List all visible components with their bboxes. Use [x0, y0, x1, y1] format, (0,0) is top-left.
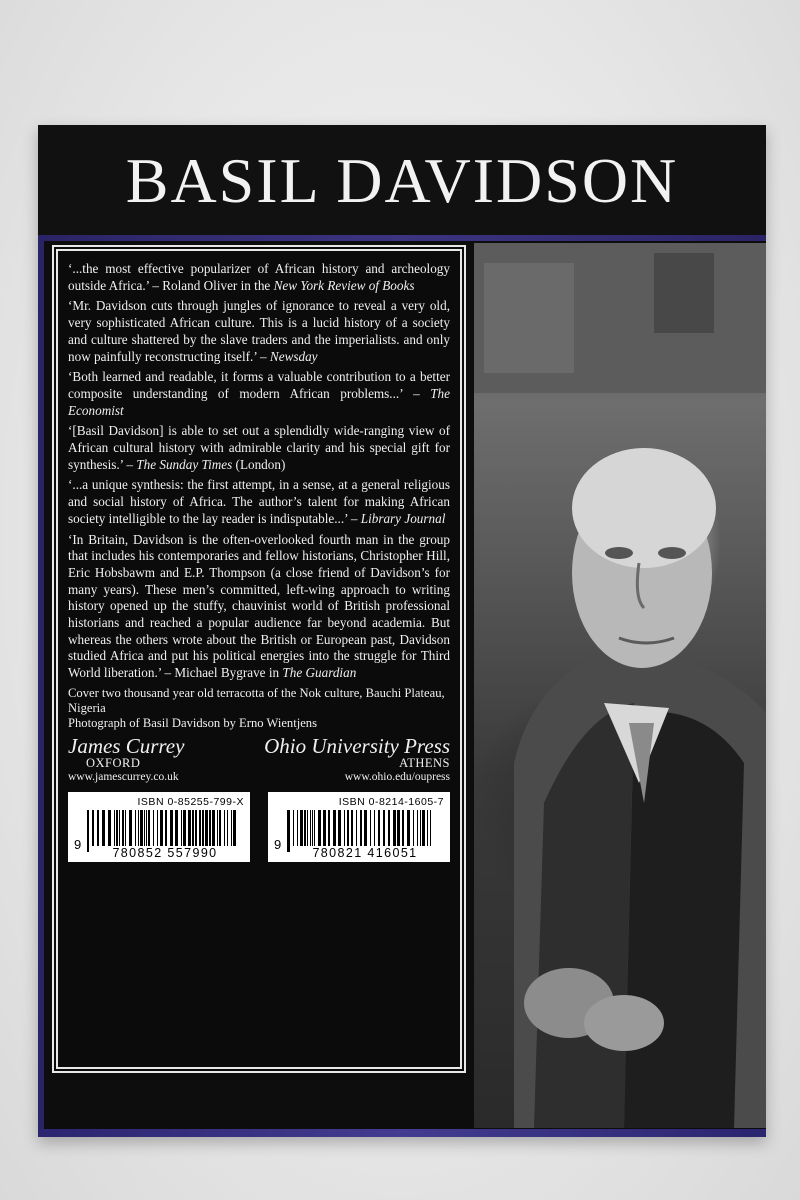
author-portrait-illustration [474, 243, 766, 1128]
review-quote [68, 532, 450, 682]
credit-line: Cover two thousand year old terracotta of the Nok culture, Bauchi Plateau, Nigeria [68, 685, 445, 715]
publisher-city: ATHENS [399, 755, 450, 770]
barcode-number: 780852 557990 [90, 846, 240, 860]
quote-text: ‘In Britain, Davidson is the often-overlooked fourth man in the group that includes his contemporaries and fellow historians, Christopher Hill, Eric Hobsbawm and E.P. Thompson (a close friend of Davidson’s for many years). These men’s committed, left-wing approach to writing history opened up the stuffy, chauvinist world of British professional historians and reached a popular audience far beyond academia. But whereas the others wrote about the British or European past, Davidson studied Africa and put his political energies into the struggle for Third World liberation.’ – Michael Bygrave in [68, 531, 450, 681]
author-photograph [474, 243, 766, 1128]
barcode-right [268, 792, 450, 862]
quote-text: ‘Mr. Davidson cuts through jungles of ignorance to reveal a very old, very sophisticated African culture. This is a lucid history of a society and culture shattered by the slave traders and the imperialists. and only now painfully reconstructing itself.’ – [68, 298, 450, 364]
review-quote [68, 369, 450, 419]
barcode-lead-digit: 9 [74, 836, 82, 852]
book-back-cover [38, 125, 766, 1137]
publishers [68, 735, 450, 784]
quote-source: The Economist [68, 385, 450, 418]
quotes-list [68, 261, 450, 682]
blurb-panel [56, 249, 462, 1069]
review-quote [68, 423, 450, 473]
publisher-james-currey [68, 735, 184, 784]
quote-source: The Guardian [282, 665, 357, 681]
publisher-city: OXFORD [86, 755, 141, 770]
quote-source: Newsday [269, 348, 318, 364]
barcode-left [68, 792, 250, 862]
publisher-name: James Currey [68, 733, 185, 758]
quote-source: The Sunday Times [136, 456, 233, 472]
quote-text: ‘[Basil Davidson] is able to set out a splendidly wide-ranging view of African cultural history with admirable clarity and his special gift for synthesis.’ – [68, 423, 450, 472]
cover-credits [68, 686, 450, 731]
review-quote [68, 477, 450, 527]
publisher-ohio-university-press [264, 735, 450, 784]
barcodes [68, 792, 450, 862]
publisher-url: www.ohio.edu/oupress [344, 770, 450, 783]
quote-source: Library Journal [360, 510, 446, 526]
publisher-url: www.jamescurrey.co.uk [68, 770, 179, 783]
barcode-lead-digit: 9 [274, 836, 282, 852]
bottom-edge [38, 1129, 766, 1137]
quote-text: ‘Both learned and readable, it forms a valuable contribution to a better composite understanding of modern African problems...’ – [68, 369, 450, 401]
isbn-label: ISBN 0-8214-1605-7 [338, 795, 444, 808]
quote-source: New York Review of Books [273, 277, 415, 293]
review-quote [68, 298, 450, 365]
publisher-name: Ohio University Press [264, 733, 450, 758]
credit-line: Photograph of Basil Davidson by Erno Wientjens [68, 715, 318, 730]
quote-text: ‘...a unique synthesis: the first attempt, in a sense, at a general religious and social history of Africa. The author’s talent for making African society intelligible to the lay reader is indisputable...’ – [68, 477, 450, 526]
isbn-label: ISBN 0-85255-799-X [137, 795, 244, 808]
barcode-number: 780821 416051 [290, 846, 440, 860]
quote-text: ‘...the most effective popularizer of African history and archeology outside Africa.’ – Roland Oliver in the [68, 261, 450, 293]
review-quote [68, 261, 450, 294]
quote-source-suffix: (London) [232, 456, 286, 472]
author-title: BASIL DAVIDSON [125, 145, 679, 216]
barcode-bar [87, 810, 89, 852]
